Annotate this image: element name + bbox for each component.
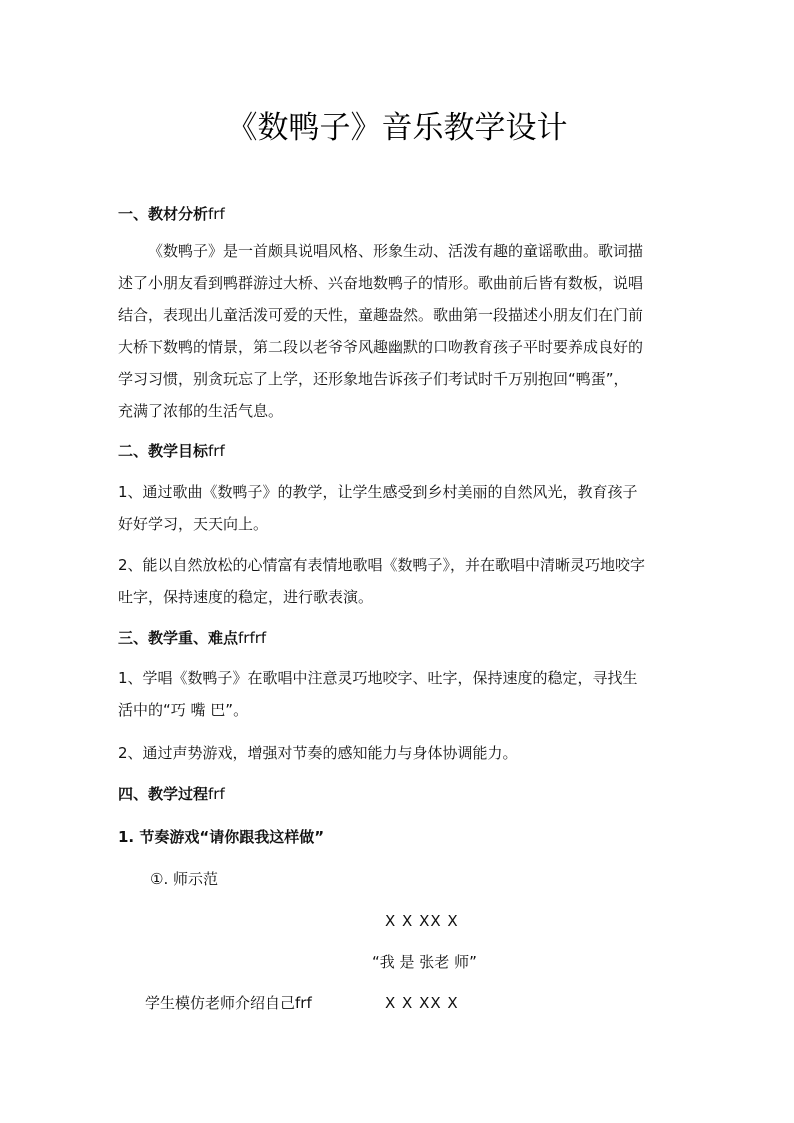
- goal-line: 吐字，保持速度的稳定，进行歌表演。: [118, 588, 374, 606]
- rhythm-line-2: X X XX X: [385, 994, 459, 1012]
- student-tail: frf: [295, 994, 312, 1012]
- goal-line: 好好学习，天天向上。: [118, 515, 269, 533]
- document-title: 《数鸭子》音乐教学设计: [226, 110, 568, 146]
- student-instruction: [145, 992, 312, 1014]
- student-text: 学生模仿老师介绍自己: [145, 994, 296, 1012]
- heading-tail: frf: [208, 442, 225, 460]
- paragraph-line: 学习习惯，别贪玩忘了上学，还形象地告诉孩子们考试时千万别抱回“鸭蛋”，: [118, 370, 629, 388]
- paragraph-line: 《数鸭子》是一首颇具说唱风格、形象生动、活泼有趣的童谣歌曲。歌词描: [148, 242, 644, 260]
- goal-line: 2、能以自然放松的心情富有表情地歌唱《数鸭子》，并在歌唱中清晰灵巧地咬字: [118, 556, 646, 574]
- rhythm-line-1: X X XX X: [385, 912, 459, 930]
- goal-item-1: [118, 476, 678, 540]
- heading-tail: frfrf: [238, 629, 267, 647]
- analysis-paragraph: [118, 235, 678, 427]
- keypoint-item-1: [118, 662, 678, 726]
- lyrics-line: “我 是 张老 师”: [372, 953, 477, 971]
- section-heading-goals: [118, 440, 225, 462]
- keypoint-line: 1、学唱《数鸭子》在歌唱中注意灵巧地咬字、吐字，保持速度的稳定，寻找生: [118, 669, 638, 687]
- heading-tail: frf: [208, 205, 225, 223]
- section-heading-text: 二、教学目标: [118, 442, 209, 460]
- section-heading-analysis: [118, 203, 225, 225]
- section-heading-process: [118, 783, 225, 805]
- section-heading-text: 三、教学重、难点: [118, 629, 239, 647]
- section-heading-text: 四、教学过程: [118, 785, 209, 803]
- step-1-label: 1. 节奏游戏“请你跟我这样做”: [118, 828, 325, 846]
- keypoint-line: 2、通过声势游戏，增强对节奏的感知能力与身体协调能力。: [118, 744, 518, 762]
- keypoint-item-2: [118, 737, 678, 769]
- keypoint-line: 活中的“巧 嘴 巴”。: [118, 701, 249, 719]
- paragraph-line: 结合，表现出儿童活泼可爱的天性，童趣盎然。歌曲第一段描述小朋友们在门前: [118, 306, 644, 324]
- paragraph-line: 大桥下数鸭的情景，第二段以老爷爷风趣幽默的口吻教育孩子平时要养成良好的: [118, 338, 644, 356]
- paragraph-line: 充满了浓郁的生活气息。: [118, 402, 284, 420]
- step-1-sub: ①. 师示范: [150, 870, 218, 888]
- section-heading-text: 一、教材分析: [118, 205, 209, 223]
- goal-item-2: [118, 549, 678, 613]
- paragraph-line: 述了小朋友看到鸭群游过大桥、兴奋地数鸭子的情形。歌曲前后皆有数板，说唱: [118, 274, 644, 292]
- section-heading-keypoints: [118, 627, 266, 649]
- goal-line: 1、通过歌曲《数鸭子》的教学，让学生感受到乡村美丽的自然风光，教育孩子: [118, 483, 638, 501]
- heading-tail: frf: [208, 785, 225, 803]
